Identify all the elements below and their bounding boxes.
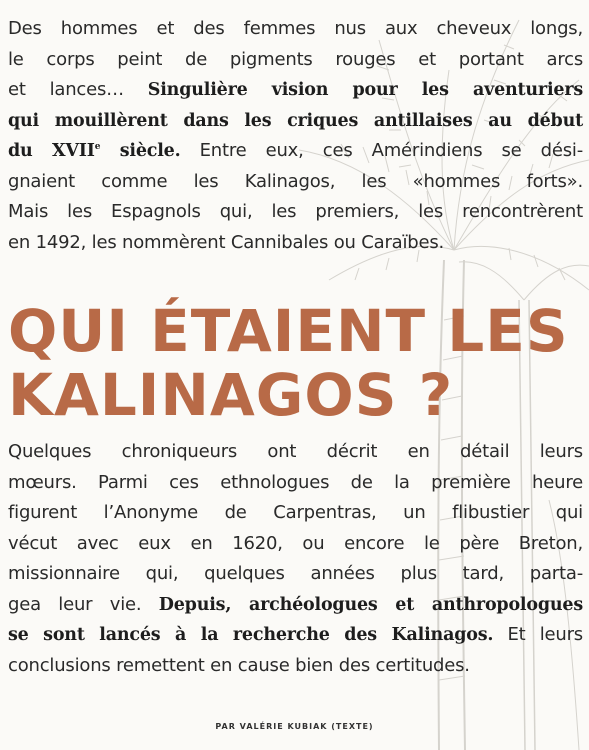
author-credit: PAR VALÉRIE KUBIAK (TEXTE) xyxy=(215,722,374,731)
intro-text: et lances… xyxy=(8,79,148,100)
body-line xyxy=(8,620,583,651)
intro-line: Des hommes et des femmes nus aux cheveux longs, xyxy=(8,18,583,39)
headline-line-2: KALINAGOS ? xyxy=(8,361,454,429)
intro-bold-text: Singulière vision pour les aventuriers xyxy=(147,80,584,100)
body-paragraph xyxy=(8,437,583,681)
intro-line: le corps peint de pigments rouges et portant arcs xyxy=(8,48,583,70)
intro-line xyxy=(8,136,583,167)
intro-bold-text: du XVII xyxy=(8,141,95,161)
intro-line: Mais les Espagnols qui, les premiers, les rencontrèrent xyxy=(8,201,583,222)
intro-line: gnaient comme les Kalinagos, les «hommes forts». xyxy=(8,170,583,192)
body-line: conclusions remettent en cause bien des certitudes. xyxy=(8,654,470,676)
intro-bold-text: siècle. xyxy=(100,141,181,161)
body-line xyxy=(8,590,583,621)
body-text: gea leur vie. xyxy=(8,593,159,615)
intro-line xyxy=(8,75,583,106)
body-line: missionnaire qui, quelques années plus tard, parta- xyxy=(8,563,583,584)
intro-paragraph xyxy=(8,14,583,258)
intro-text: Entre eux, ces Amérindiens se dési- xyxy=(180,140,583,161)
body-line: Quelques chroniqueurs ont décrit en détail leurs xyxy=(8,441,583,462)
body-bold-text: se sont lancés à la recherche des Kalinagos. xyxy=(8,625,494,645)
body-line: vécut avec eux en 1620, ou encore le père Breton, xyxy=(8,532,583,554)
intro-bold-line: qui mouillèrent dans les criques antillaises au début xyxy=(8,110,583,131)
headline-line-1: QUI ÉTAIENT LES xyxy=(8,297,569,365)
body-line: mœurs. Parmi ces ethnologues de la première heure xyxy=(8,471,583,493)
body-line: figurent l’Anonyme de Carpentras, un flibustier qui xyxy=(8,502,583,523)
body-text: Et leurs xyxy=(493,624,583,645)
century-superscript: e xyxy=(94,142,101,152)
intro-line: en 1492, les nommèrent Cannibales ou Caraïbes. xyxy=(8,231,445,253)
body-bold-text: Depuis, archéologues et anthropologues xyxy=(158,594,583,615)
